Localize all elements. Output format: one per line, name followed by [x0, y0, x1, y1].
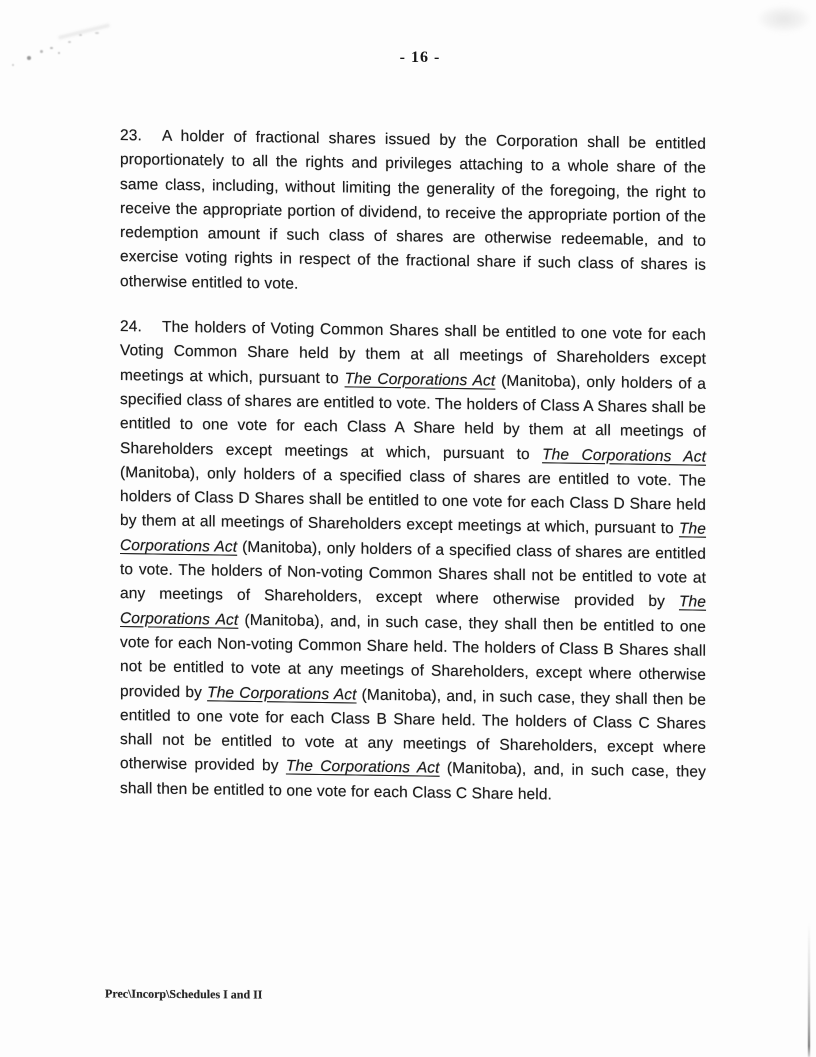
text-run: The holders of Voting Common Shares shall be entitled to one vote for each Voting Common Share held by them at all meetings of Shareholders except meetings at which, pursuant to: [120, 318, 706, 388]
scan-speck: [79, 34, 82, 36]
text-run: (Manitoba), only holders of a specified class of shares are entitled to vote. The holders of Non-voting Common Shares shall not be entitled to vote at any meetings of Shareholders, except where otherwise provided by: [120, 538, 706, 611]
page-number: - 16 -: [399, 49, 441, 66]
text-run: (Manitoba), and, in such case, they shall then be entitled to one vote for each Class B Share held. The holders of Class C Shares shall not be entitled to vote at any meetings of Shareholders, except where otherwise provided by: [120, 686, 706, 775]
act-citation: The Corporations Act: [344, 370, 496, 390]
document-footer: Prec\Incorp\Schedules I and II: [105, 986, 263, 1002]
scan-speck: [68, 41, 71, 43]
act-citation: The Corporations Act: [542, 445, 706, 466]
scan-speck: [95, 32, 99, 34]
act-citation: The Corporations Act: [207, 683, 357, 704]
text-run: A holder of fractional shares issued by the Corporation shall be entitled proportionately to all the rights and privileges attaching to a whole share of the same class, including, without limiting the generality of the foregoing, the right to receive the appropriate portion of dividend, to receive the appropriate portion of the redemption amount if such class of shares are otherwise redeemable, and to exercise voting rights in respect of the fractional share if such class of shares is otherwise entitled to vote.: [120, 127, 706, 293]
act-citation: The Corporations Act: [285, 757, 440, 778]
act-citation: The Corporations Act: [120, 520, 706, 556]
scan-edge-line: [808, 923, 810, 1057]
paragraph: [120, 315, 706, 810]
paragraph: [120, 124, 706, 303]
scan-smudge: [758, 6, 810, 32]
text-run: (Manitoba), only holders of a specified class of shares are entitled to vote. The holders of Class A Shares shall be entitled to one vote for each Class A Share held by them at all meetings of Shareholders except meetings at which, pursuant to: [120, 372, 706, 463]
text-run: (Manitoba), and, in such case, they shall then be entitled to one vote for each Class C Share held.: [120, 760, 706, 804]
document-paragraphs: [120, 124, 706, 810]
paragraph-number: 23.: [120, 127, 142, 145]
paragraph-number: 24.: [120, 318, 142, 336]
act-citation: The Corporations Act: [120, 593, 706, 629]
text-run: (Manitoba), and, in such case, they shall then be entitled to one vote for each Non-voting Common Share held. The holders of Class B Shares shall not be entitled to vote at any meetings of Shareholders, except where otherwise provided by: [120, 611, 707, 701]
scan-streak: [58, 24, 109, 39]
text-run: (Manitoba), only holders of a specified class of shares are entitled to vote. The holders of Class D Shares shall be entitled to one vote for each Class D Share held by them at all meetings of Shareholders except meetings at which, pursuant to: [120, 463, 706, 538]
